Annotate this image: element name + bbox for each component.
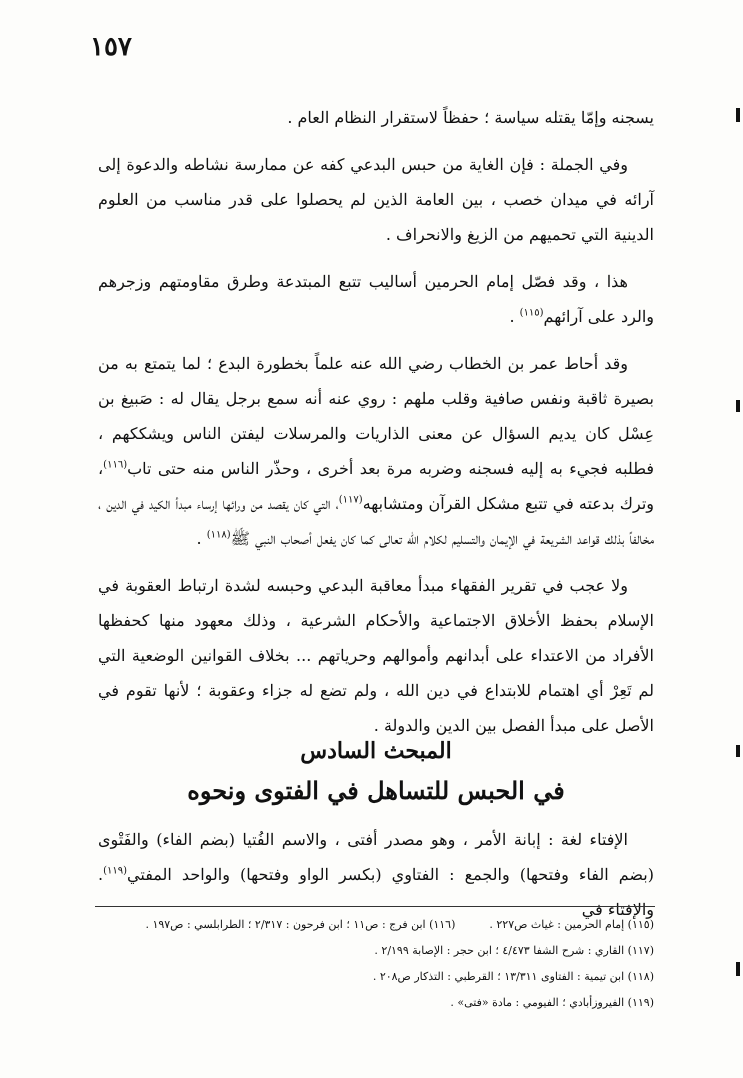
- footnote-divider: [95, 906, 655, 907]
- footnote-row: [98, 912, 654, 938]
- paragraph: ولا عجب في تقرير الفقهاء مبدأ معاقبة البدعي وحبسه لشدة ارتباط العقوبة في الإسلام بحفظ الأخلاق الاجتماعية والأحكام الشرعية ، وذلك معهود منها كحفظها الأفراد من الاعتداء على أبدانهم وأموالهم وحرياتهم ... بخلاف القوانين الوضعية التي لم تَعِرْ أي اهتمام للابتداع في دين الله ، ولم تضع له جزاء وعقوبة ؛ لأنها تقوم في الأصل على مبدأ الفصل بين الدين والدولة .: [98, 576, 655, 735]
- section-paragraph: الإفتاء لغة : إبانة الأمر ، وهو مصدر أفتى ، والاسم الفُتيا (بضم الفاء) والفَتْوى (بضم الفاء وفتحها) والجمع : الفتاوي (بكسر الواو وفتحها) والواحد المفتي$^{(١١٩)}$. والإفتاء في: [98, 830, 654, 919]
- scan-mark: [736, 745, 740, 757]
- footnote: (١١٨) ابن تيمية : الفتاوى ١٣/٣١١ ؛ القرطبي : التذكار ص٢٠٨ .: [372, 970, 654, 983]
- footnote-row: [98, 990, 654, 1016]
- section-heading: [98, 732, 654, 812]
- body-text: [98, 100, 654, 755]
- scan-mark: [736, 962, 740, 976]
- scan-mark: [736, 400, 740, 412]
- section-title: المبحث السادس: [300, 738, 452, 764]
- page-number: ١٥٧: [90, 32, 132, 62]
- footnotes: [98, 912, 654, 1016]
- footnote-ref: (١١٥): [519, 307, 544, 319]
- footnote-row: [98, 938, 654, 964]
- paragraph: وفي الجملة : فإن الغاية من حبس البدعي كفه عن ممارسة نشاطه والدعوة إلى آرائه في ميدان خصب ، بين العامة الذين لم يحصلوا على قدر مناسب من العلوم الدينية التي تحميهم من الزيغ والانحراف .: [98, 155, 654, 244]
- scan-mark: [736, 108, 740, 122]
- footnote: (١١٥) إمام الحرمين : غياث ص٢٢٧ .: [489, 918, 654, 931]
- paragraph: وقد أحاط عمر بن الخطاب رضي الله عنه علماً بخطورة البدع ؛ لما يتمتع به من بصيرة ثاقبة ونفس صافية وقلب ملهم : روي عنه أنه سمع برجل يقال له : صَبيغ بن عِسْل كان يديم السؤال عن معنى الذاريات والمرسلات ليفتن الناس ويشككهم ، فطلبه فجيء به إليه فسجنه وضربه مرة بعد أخرى ، وحذّر الناس منه حتى تاب$^{(١١٦)}$، وترك بدعته في تتبع مشكل القرآن ومتشابهه$^{(١١٧)}$، التي كان يقصد من ورائها إرساء مبدأ الكيد في الدين ، مخالفاً بذلك قواعد الشريعة في الإيمان والتسليم لكلام الله تعالى كما كان يفعل أصحاب النبي ﷺ$^{(١١٨)}$ .: [98, 354, 655, 548]
- footnote-ref: (١١٧): [338, 494, 363, 506]
- footnote-row: [98, 964, 654, 990]
- paragraph: يسجنه وإمّا يقتله سياسة ؛ حفظاً لاستقرار النظام العام .: [287, 108, 654, 127]
- section-subtitle: في الحبس للتساهل في الفتوى ونحوه: [187, 776, 565, 805]
- paragraph: هذا ، وقد فصّل إمام الحرمين أساليب تتبع المبتدعة وطرق مقاومتهم وزجرهم والرد على آرائهم$^{(١١٥)}$ .: [98, 272, 654, 326]
- footnote: (١١٩) الفيروزأبادي ؛ الفيومي : مادة «فتى» .: [450, 996, 654, 1009]
- footnote-ref: (١١٦): [103, 459, 128, 471]
- footnote: (١١٦) ابن فرج : ص١١ ؛ ابن فرحون : ٢/٣١٧ ؛ الطرابلسي : ص١٩٧ .: [145, 918, 456, 931]
- footnote-ref: (١١٩): [103, 865, 128, 877]
- footnote: (١١٧) القاري : شرح الشفا ٤/٤٧٣ ؛ ابن حجر : الإصابة ٢/١٩٩ .: [374, 944, 654, 957]
- footnote-ref: (١١٨): [206, 529, 231, 541]
